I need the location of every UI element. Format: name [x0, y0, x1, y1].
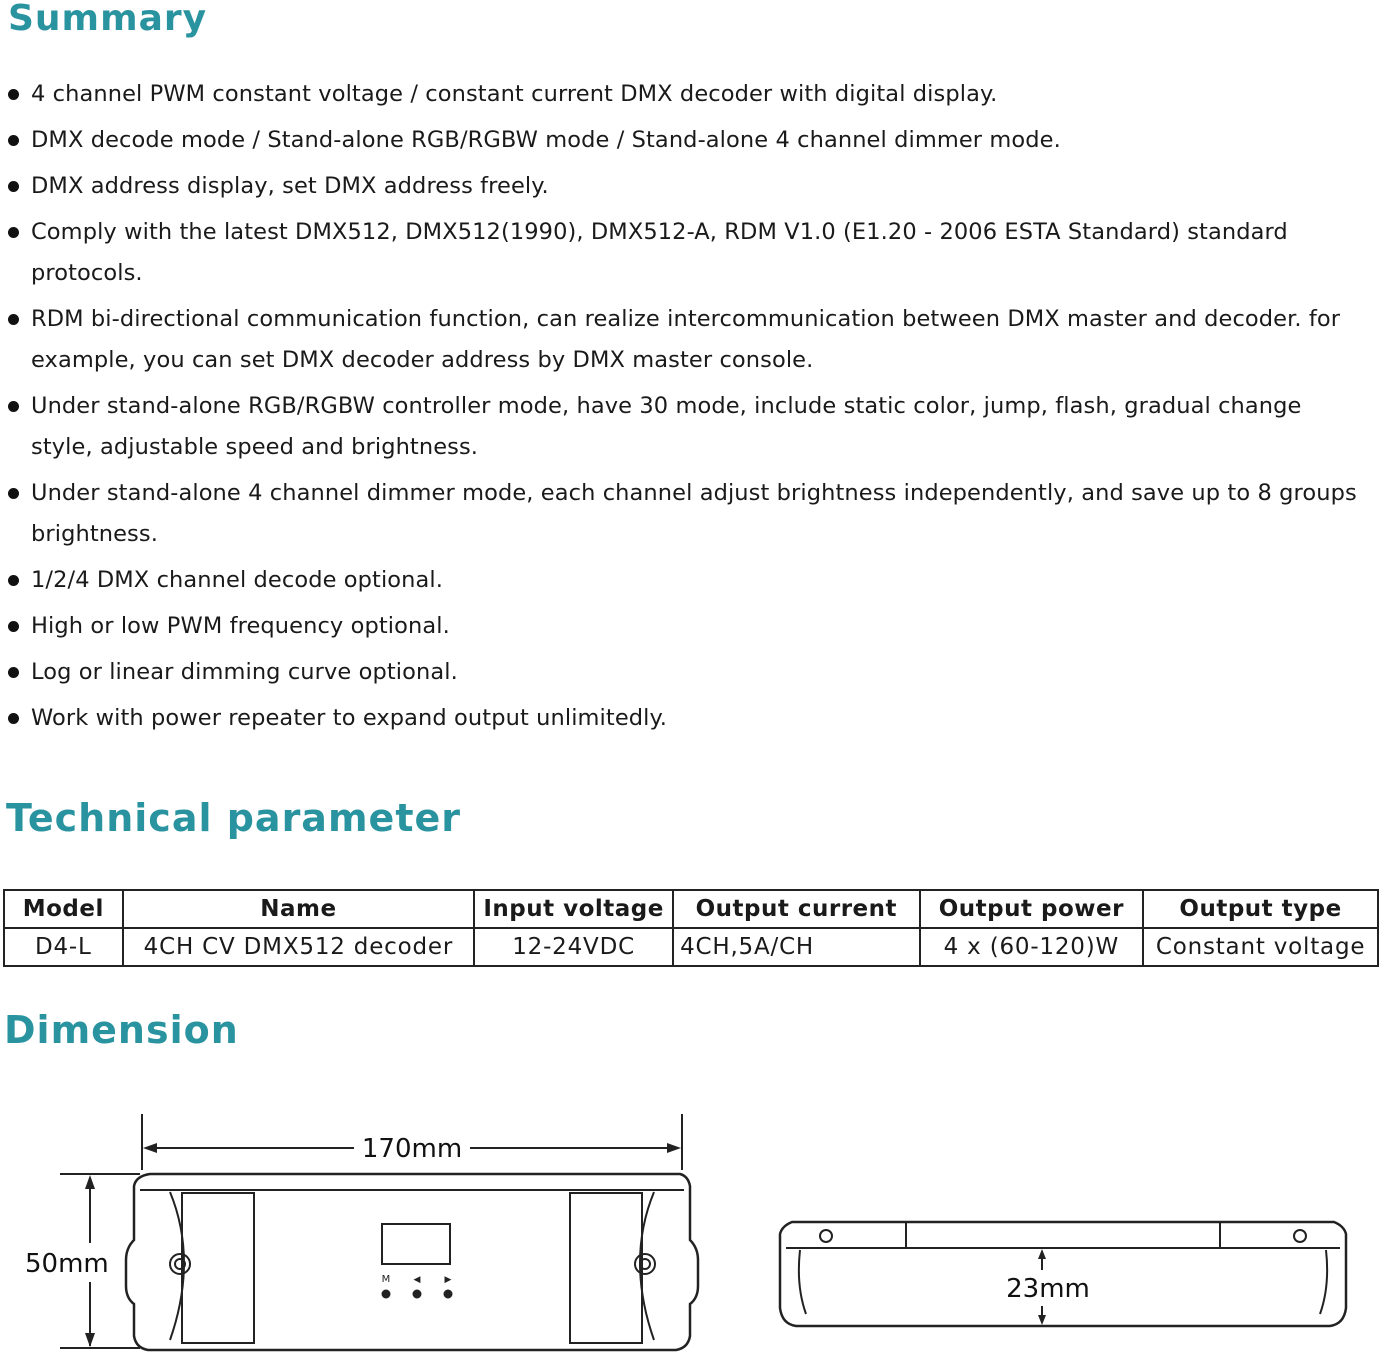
bullet-icon — [8, 227, 19, 238]
cell-model: D4-L — [4, 928, 123, 966]
bullet-icon — [8, 621, 19, 632]
side-left-screw-icon — [820, 1230, 832, 1242]
bullet-icon — [8, 89, 19, 100]
bullet-icon — [8, 135, 19, 146]
bullet-icon — [8, 401, 19, 412]
arrow-height-down-icon — [1038, 1315, 1046, 1325]
list-item: Log or linear dimming curve optional. — [8, 652, 1368, 693]
list-item: Under stand-alone RGB/RGBW controller mode, have 30 mode, include static color, jump, flash, gradual change style, adjustable speed and brightness. — [8, 386, 1368, 468]
button-left-label: ◀ — [413, 1275, 421, 1285]
device-front-body — [126, 1174, 698, 1350]
cell-output-type: Constant voltage — [1143, 928, 1378, 966]
button-m-label: M — [381, 1274, 391, 1285]
bullet-icon — [8, 667, 19, 678]
bullet-icon — [8, 488, 19, 499]
table-row — [4, 928, 1378, 966]
list-item: Under stand-alone 4 channel dimmer mode, each channel adjust brightness independently, and save up to 8 groups brightness. — [8, 473, 1368, 555]
left-screw-icon — [170, 1254, 190, 1274]
dimension-drawing — [0, 1100, 1382, 1352]
cell-name: 4CH CV DMX512 decoder — [123, 928, 475, 966]
arrow-left-icon — [143, 1143, 157, 1153]
header-input-voltage: Input voltage — [474, 890, 673, 928]
header-output-type: Output type — [1143, 890, 1378, 928]
button-m — [383, 1291, 390, 1298]
side-right-curve — [1320, 1250, 1327, 1314]
bullet-icon — [8, 181, 19, 192]
list-item: Comply with the latest DMX512, DMX512(1990), DMX512-A, RDM V1.0 (E1.20 - 2006 ESTA Standard) standard protocols. — [8, 212, 1368, 294]
button-right — [445, 1291, 452, 1298]
button-right-label: ▶ — [444, 1275, 452, 1285]
table-header-row — [4, 890, 1378, 928]
arrow-height-up-icon — [1038, 1249, 1046, 1259]
height-label: 23mm — [1006, 1274, 1090, 1304]
header-output-current: Output current — [673, 890, 919, 928]
header-name: Name — [123, 890, 475, 928]
cell-input-voltage: 12-24VDC — [474, 928, 673, 966]
width-label: 50mm — [25, 1249, 109, 1279]
list-item: DMX decode mode / Stand-alone RGB/RGBW mode / Stand-alone 4 channel dimmer mode. — [8, 120, 1368, 161]
cell-output-power: 4 x (60-120)W — [920, 928, 1144, 966]
cell-output-current: 4CH,5A/CH — [673, 928, 919, 966]
bullet-icon — [8, 713, 19, 724]
arrow-down-icon — [85, 1333, 95, 1347]
side-right-screw-icon — [1294, 1230, 1306, 1242]
header-output-power: Output power — [920, 890, 1144, 928]
header-model: Model — [4, 890, 123, 928]
bullet-icon — [8, 575, 19, 586]
arrow-right-icon — [667, 1143, 681, 1153]
list-item: DMX address display, set DMX address freely. — [8, 166, 1368, 207]
right-screw-icon — [635, 1254, 655, 1274]
parameter-table — [3, 889, 1379, 967]
summary-heading: Summary — [8, 0, 208, 39]
bullet-icon — [8, 314, 19, 325]
list-item: RDM bi-directional communication function, can realize intercommunication between DMX master and decoder. for example, you can set DMX decoder address by DMX master console. — [8, 299, 1368, 381]
right-cover — [570, 1193, 642, 1343]
list-item: High or low PWM frequency optional. — [8, 606, 1368, 647]
summary-list — [8, 74, 1368, 744]
button-left — [414, 1291, 421, 1298]
technical-heading: Technical parameter — [6, 796, 461, 840]
list-item: Work with power repeater to expand output unlimitedly. — [8, 698, 1368, 739]
list-item: 1/2/4 DMX channel decode optional. — [8, 560, 1368, 601]
side-left-curve — [799, 1250, 806, 1314]
dimension-heading: Dimension — [4, 1008, 239, 1052]
list-item: 4 channel PWM constant voltage / constant current DMX decoder with digital display. — [8, 74, 1368, 115]
digital-display — [382, 1224, 450, 1264]
left-cover — [182, 1193, 254, 1343]
length-label: 170mm — [361, 1134, 463, 1164]
arrow-up-icon — [85, 1175, 95, 1189]
